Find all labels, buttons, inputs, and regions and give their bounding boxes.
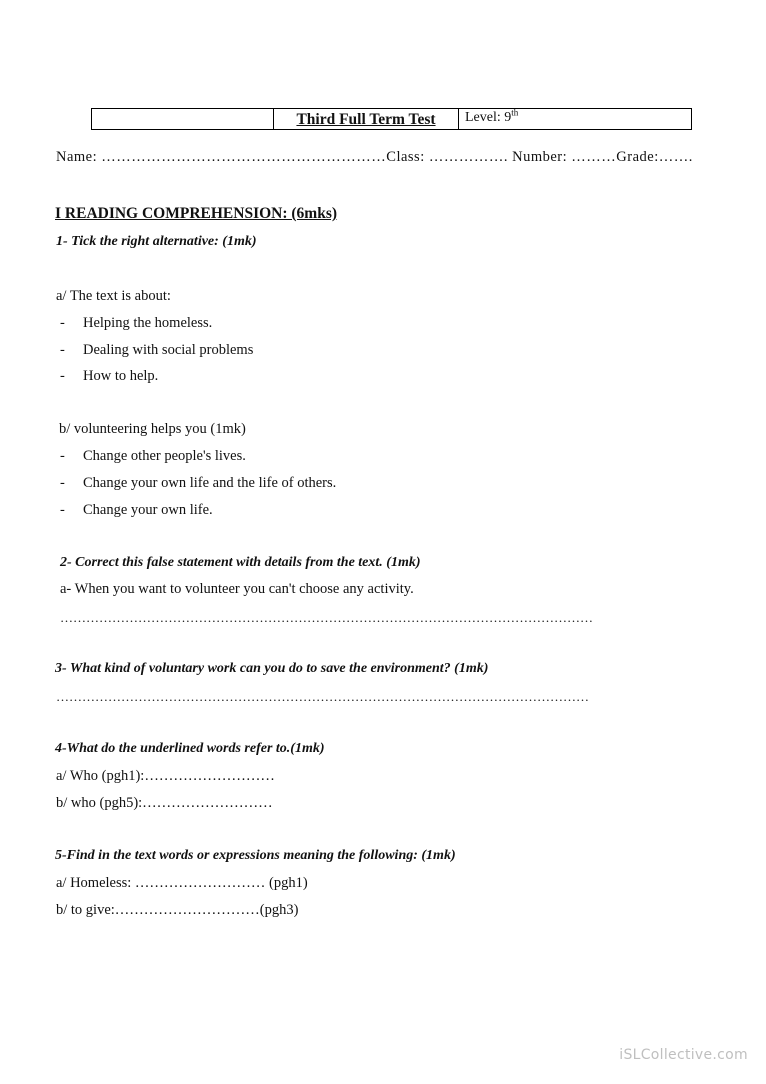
question-2-statement: a- When you want to volunteer you can't choose any activity. <box>60 581 414 597</box>
question-5b: b/ to give:…………………………(pgh3) <box>56 902 299 918</box>
question-4b: b/ who (pgh5):……………………… <box>56 795 273 811</box>
option-a1: Helping the homeless. <box>83 315 213 331</box>
option-a2: Dealing with social problems <box>83 342 254 358</box>
student-info-line: Name: …………………………………………………Class: ……………. Number: ………Grade:……. <box>56 149 693 165</box>
watermark: iSLCollective.com <box>619 1047 748 1063</box>
bullet-dash: - <box>60 502 65 518</box>
answer-line: …………………………………………………………………………………………………………… <box>60 610 593 625</box>
question-5a: a/ Homeless: ……………………… (pgh1) <box>56 875 308 891</box>
question-1-title: 1- Tick the right alternative: (1mk) <box>56 234 257 249</box>
section-title: I READING COMPREHENSION: (6mks) <box>55 205 338 222</box>
bullet-dash: - <box>60 368 65 384</box>
question-5-title: 5-Find in the text words or expressions meaning the following: (1mk) <box>55 848 456 863</box>
answer-line: …………………………………………………………………………………………………………… <box>56 689 589 704</box>
question-2-title: 2- Correct this false statement with details from the text. (1mk) <box>60 555 421 570</box>
option-b3: Change your own life. <box>83 502 213 518</box>
level-text: Level: 9 <box>465 110 512 125</box>
header-empty-cell <box>92 109 274 129</box>
question-3-title: 3- What kind of voluntary work can you do to save the environment? (1mk) <box>55 661 489 676</box>
test-title: Third Full Term Test <box>296 111 436 128</box>
bullet-dash: - <box>60 448 65 464</box>
header-level-cell <box>459 109 691 129</box>
option-b1: Change other people's lives. <box>83 448 246 464</box>
question-4a: a/ Who (pgh1):……………………… <box>56 768 275 784</box>
bullet-dash: - <box>60 475 65 491</box>
header-table <box>91 108 692 130</box>
header-title-cell <box>274 109 459 129</box>
level-sup: th <box>511 107 519 118</box>
option-a3: How to help. <box>83 368 159 384</box>
question-1b-intro: b/ volunteering helps you (1mk) <box>59 421 246 437</box>
option-b2: Change your own life and the life of others. <box>83 475 337 491</box>
question-1a-intro: a/ The text is about: <box>56 288 171 304</box>
bullet-dash: - <box>60 342 65 358</box>
level-label <box>465 107 519 126</box>
bullet-dash: - <box>60 315 65 331</box>
question-4-title: 4-What do the underlined words refer to.(1mk) <box>55 741 325 756</box>
